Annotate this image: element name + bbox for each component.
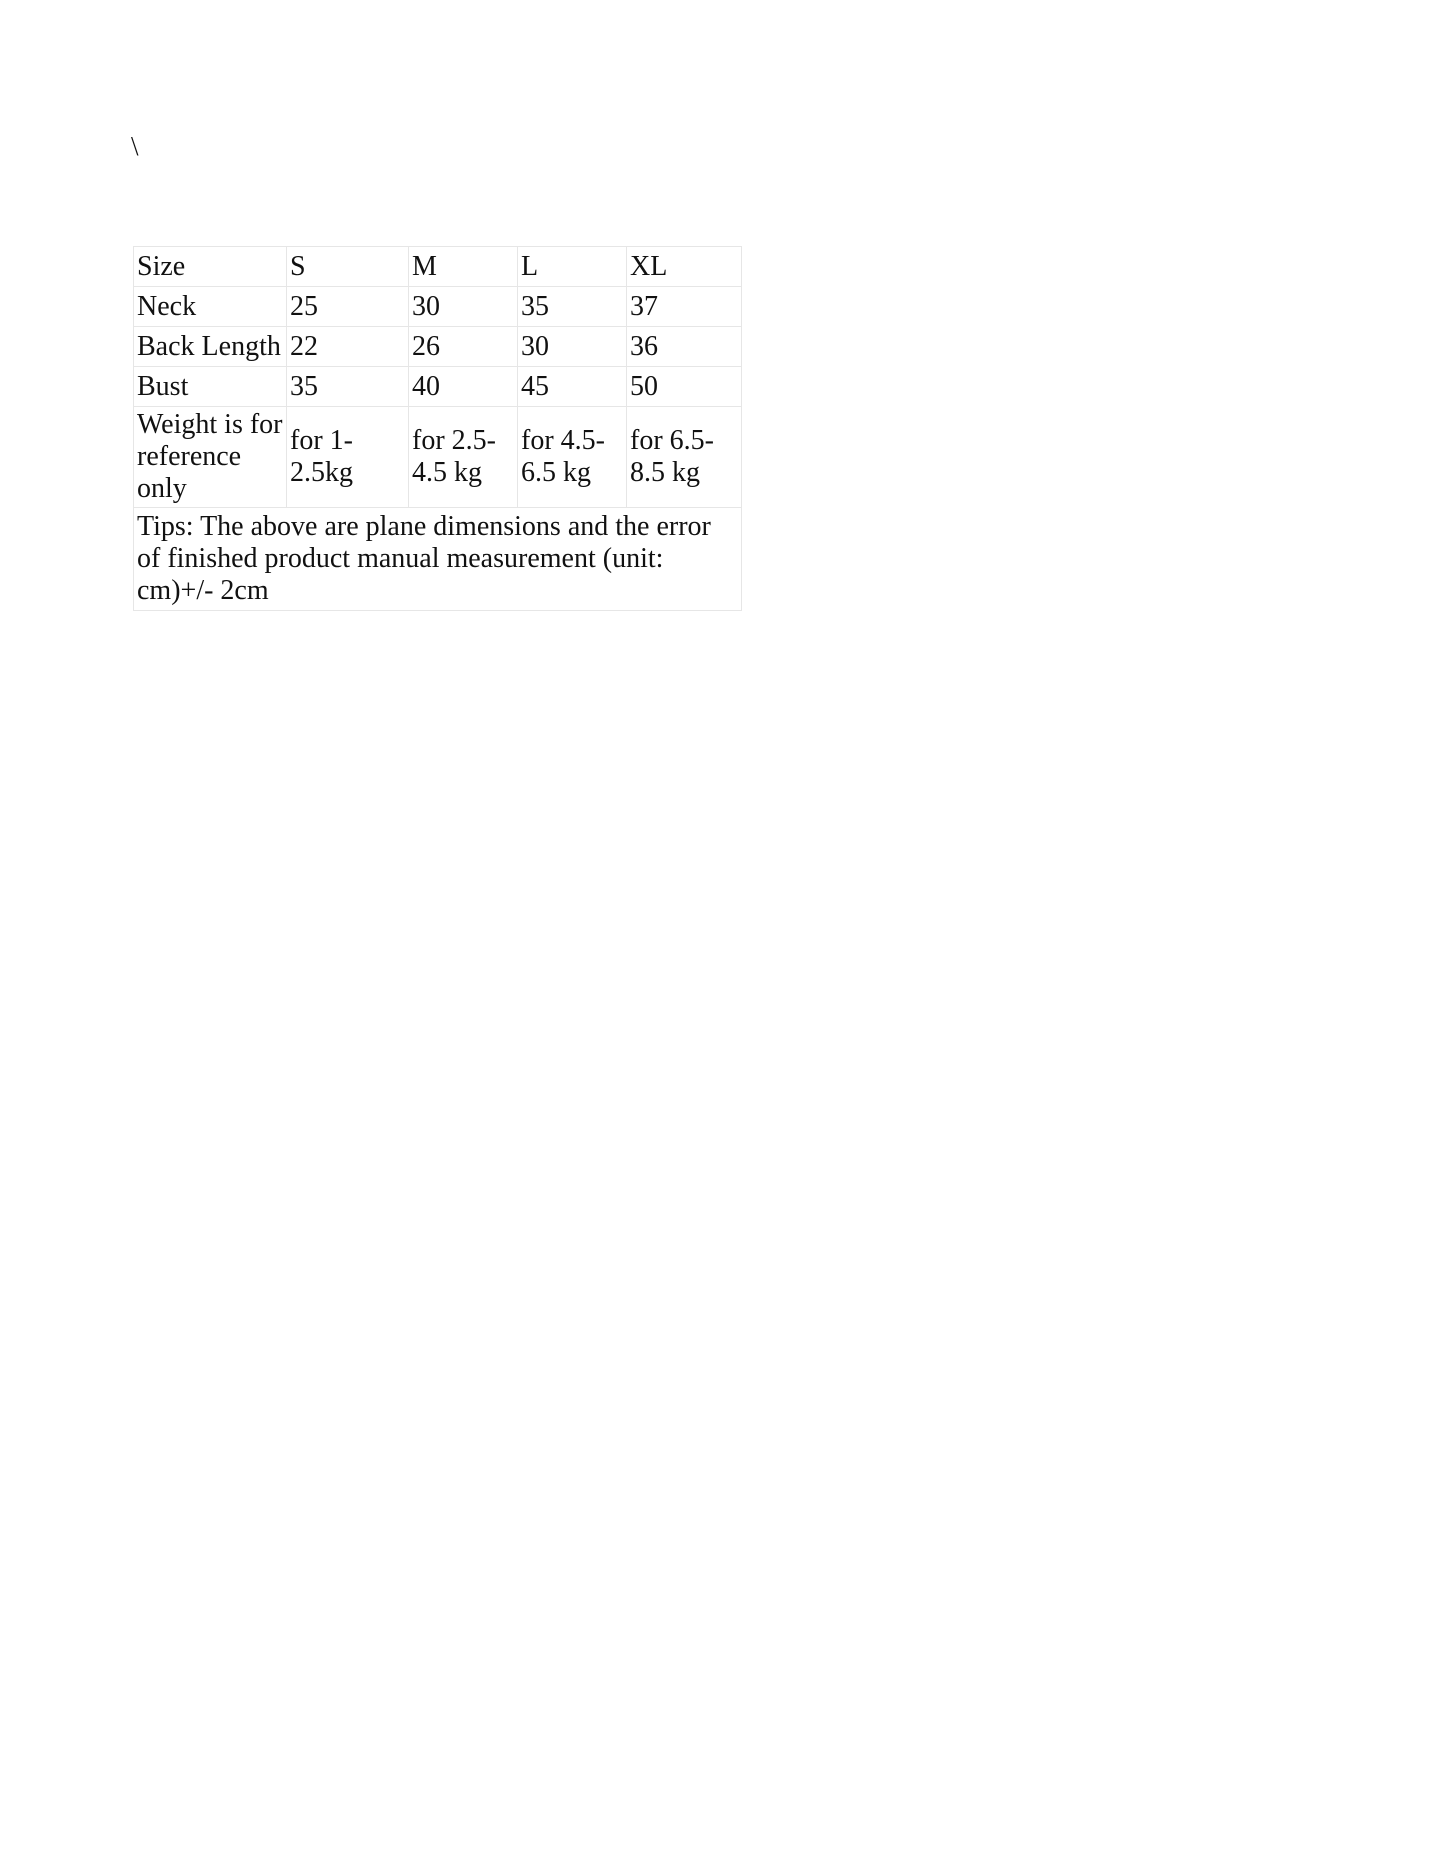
table-row-back-length <box>134 327 742 367</box>
neck-xl-value: 37 <box>627 287 742 327</box>
back-length-xl-value: 36 <box>627 327 742 367</box>
back-length-s-value: 22 <box>287 327 409 367</box>
neck-m-value: 30 <box>409 287 518 327</box>
size-chart-table <box>133 246 742 611</box>
bust-s-value: 35 <box>287 367 409 407</box>
row-header-bust: Bust <box>134 367 287 407</box>
back-length-m-value: 26 <box>409 327 518 367</box>
table-row-bust <box>134 367 742 407</box>
bust-l-value: 45 <box>518 367 627 407</box>
size-m-header: M <box>409 247 518 287</box>
weight-s-value: for 1-2.5kg <box>287 407 409 508</box>
measurement-tips-note: Tips: The above are plane dimensions and the error of finished product manual measurement (unit: cm)+/- 2cm <box>134 508 742 611</box>
bust-m-value: 40 <box>409 367 518 407</box>
neck-l-value: 35 <box>518 287 627 327</box>
weight-xl-value: for 6.5-8.5 kg <box>627 407 742 508</box>
back-length-l-value: 30 <box>518 327 627 367</box>
weight-l-value: for 4.5-6.5 kg <box>518 407 627 508</box>
row-header-back-length: Back Length <box>134 327 287 367</box>
size-s-header: S <box>287 247 409 287</box>
row-header-size: Size <box>134 247 287 287</box>
weight-m-value: for 2.5-4.5 kg <box>409 407 518 508</box>
table-row-tips <box>134 508 742 611</box>
row-header-neck: Neck <box>134 287 287 327</box>
table-row-size <box>134 247 742 287</box>
size-xl-header: XL <box>627 247 742 287</box>
row-header-weight: Weight is for reference only <box>134 407 287 508</box>
neck-s-value: 25 <box>287 287 409 327</box>
table-row-weight <box>134 407 742 508</box>
stray-backslash-mark: \ <box>131 131 139 161</box>
size-l-header: L <box>518 247 627 287</box>
table-row-neck <box>134 287 742 327</box>
bust-xl-value: 50 <box>627 367 742 407</box>
